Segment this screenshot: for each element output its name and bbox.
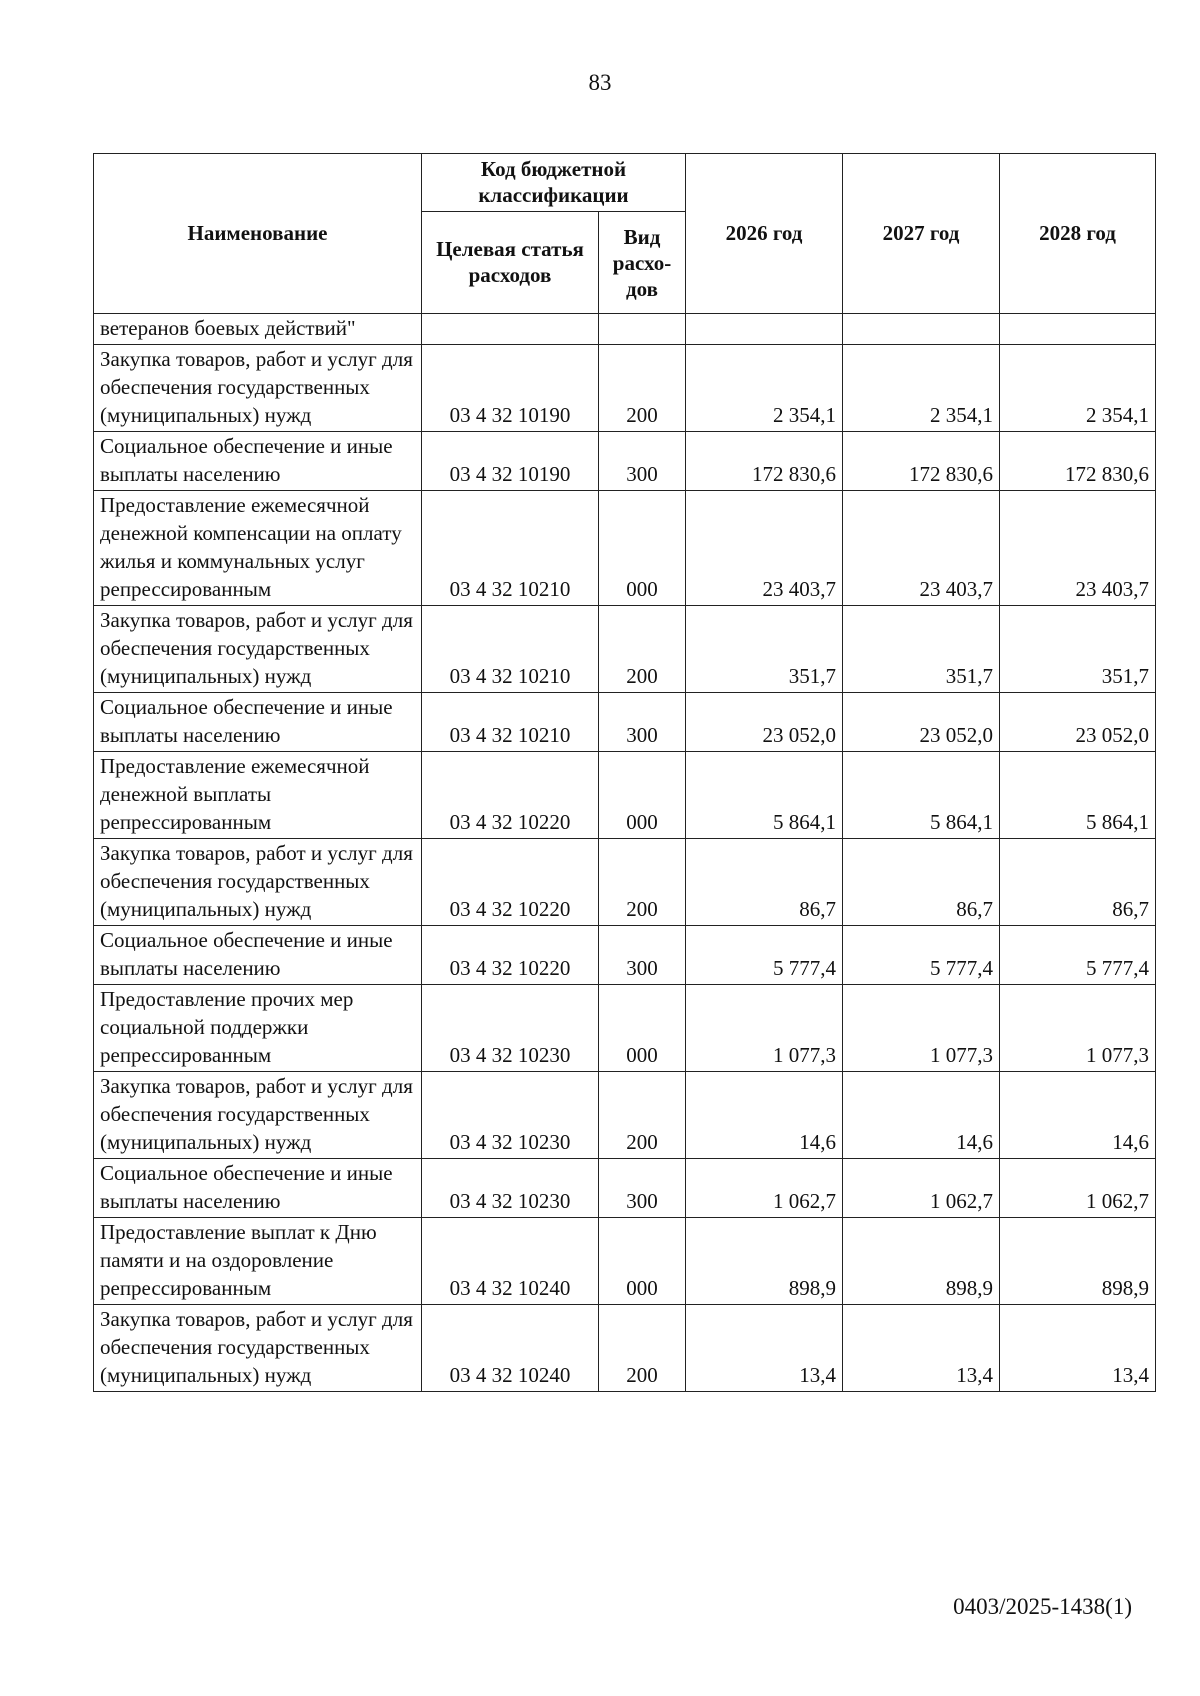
row-value-2028 [1000, 314, 1156, 345]
row-value-2028: 23 403,7 [1000, 491, 1156, 606]
row-name: Закупка товаров, работ и услуг для обеспечения государственных (муниципальных) нужд [94, 1305, 422, 1392]
row-expense-type [599, 314, 686, 345]
row-value-2026: 5 777,4 [686, 926, 843, 985]
row-expense-type: 300 [599, 432, 686, 491]
row-name: Социальное обеспечение и иные выплаты населению [94, 1159, 422, 1218]
row-value-2027 [843, 314, 1000, 345]
table-body [94, 314, 1156, 1392]
header-expense-type: Вид расхо-дов [599, 212, 686, 314]
row-name: Социальное обеспечение и иные выплаты населению [94, 432, 422, 491]
row-target-article [422, 314, 599, 345]
row-value-2026: 5 864,1 [686, 752, 843, 839]
row-name: Предоставление ежемесячной денежной компенсации на оплату жилья и коммунальных услуг репрессированным [94, 491, 422, 606]
table-row [94, 606, 1156, 693]
table-row [94, 1072, 1156, 1159]
row-value-2028: 1 077,3 [1000, 985, 1156, 1072]
row-target-article: 03 4 32 10220 [422, 839, 599, 926]
row-value-2027: 13,4 [843, 1305, 1000, 1392]
row-target-article: 03 4 32 10190 [422, 345, 599, 432]
row-expense-type: 300 [599, 693, 686, 752]
row-target-article: 03 4 32 10230 [422, 985, 599, 1072]
row-name: Закупка товаров, работ и услуг для обеспечения государственных (муниципальных) нужд [94, 839, 422, 926]
row-value-2027: 23 052,0 [843, 693, 1000, 752]
row-expense-type: 200 [599, 1072, 686, 1159]
row-target-article: 03 4 32 10190 [422, 432, 599, 491]
row-value-2028: 13,4 [1000, 1305, 1156, 1392]
row-expense-type: 200 [599, 606, 686, 693]
table-row [94, 314, 1156, 345]
row-value-2026: 2 354,1 [686, 345, 843, 432]
header-code-group: Код бюджетной классификации [422, 154, 686, 212]
row-value-2027: 351,7 [843, 606, 1000, 693]
document-id: 0403/2025-1438(1) [953, 1594, 1132, 1619]
row-target-article: 03 4 32 10210 [422, 606, 599, 693]
row-value-2027: 1 062,7 [843, 1159, 1000, 1218]
table-row [94, 752, 1156, 839]
row-value-2027: 23 403,7 [843, 491, 1000, 606]
table-row [94, 491, 1156, 606]
row-name: Предоставление прочих мер социальной поддержки репрессированным [94, 985, 422, 1072]
page-number: 83 [588, 70, 612, 95]
row-expense-type: 200 [599, 839, 686, 926]
table-row [94, 1305, 1156, 1392]
row-value-2027: 14,6 [843, 1072, 1000, 1159]
row-value-2026: 23 052,0 [686, 693, 843, 752]
row-target-article: 03 4 32 10210 [422, 491, 599, 606]
row-value-2027: 1 077,3 [843, 985, 1000, 1072]
header-year-2026: 2026 год [686, 154, 843, 314]
row-value-2028: 1 062,7 [1000, 1159, 1156, 1218]
table-row [94, 1218, 1156, 1305]
row-value-2026: 1 077,3 [686, 985, 843, 1072]
header-year-2027: 2027 год [843, 154, 1000, 314]
row-value-2026 [686, 314, 843, 345]
row-expense-type: 000 [599, 752, 686, 839]
row-target-article: 03 4 32 10240 [422, 1305, 599, 1392]
row-name: Закупка товаров, работ и услуг для обеспечения государственных (муниципальных) нужд [94, 345, 422, 432]
table-row [94, 1159, 1156, 1218]
header-year-2028: 2028 год [1000, 154, 1156, 314]
row-expense-type: 000 [599, 491, 686, 606]
row-expense-type: 000 [599, 1218, 686, 1305]
row-value-2028: 2 354,1 [1000, 345, 1156, 432]
row-target-article: 03 4 32 10220 [422, 926, 599, 985]
row-target-article: 03 4 32 10240 [422, 1218, 599, 1305]
row-value-2027: 172 830,6 [843, 432, 1000, 491]
row-value-2026: 13,4 [686, 1305, 843, 1392]
row-expense-type: 200 [599, 345, 686, 432]
row-value-2027: 898,9 [843, 1218, 1000, 1305]
row-value-2028: 351,7 [1000, 606, 1156, 693]
table-row [94, 432, 1156, 491]
table-row [94, 985, 1156, 1072]
row-name: Предоставление выплат к Дню памяти и на оздоровление репрессированным [94, 1218, 422, 1305]
row-expense-type: 000 [599, 985, 686, 1072]
row-value-2027: 5 777,4 [843, 926, 1000, 985]
row-value-2027: 5 864,1 [843, 752, 1000, 839]
table-row [94, 839, 1156, 926]
row-name: Предоставление ежемесячной денежной выплаты репрессированным [94, 752, 422, 839]
row-value-2027: 2 354,1 [843, 345, 1000, 432]
row-value-2028: 86,7 [1000, 839, 1156, 926]
row-expense-type: 300 [599, 926, 686, 985]
table-header [94, 154, 1156, 314]
row-value-2026: 172 830,6 [686, 432, 843, 491]
row-value-2026: 86,7 [686, 839, 843, 926]
row-value-2028: 14,6 [1000, 1072, 1156, 1159]
row-name: Социальное обеспечение и иные выплаты населению [94, 926, 422, 985]
row-value-2028: 5 777,4 [1000, 926, 1156, 985]
header-target-article: Целевая статья расходов [422, 212, 599, 314]
row-name: Закупка товаров, работ и услуг для обеспечения государственных (муниципальных) нужд [94, 1072, 422, 1159]
row-value-2028: 23 052,0 [1000, 693, 1156, 752]
row-target-article: 03 4 32 10220 [422, 752, 599, 839]
row-value-2026: 351,7 [686, 606, 843, 693]
row-value-2028: 5 864,1 [1000, 752, 1156, 839]
row-expense-type: 200 [599, 1305, 686, 1392]
row-value-2026: 23 403,7 [686, 491, 843, 606]
row-name: ветеранов боевых действий" [94, 314, 422, 345]
row-name: Закупка товаров, работ и услуг для обеспечения государственных (муниципальных) нужд [94, 606, 422, 693]
row-name: Социальное обеспечение и иные выплаты населению [94, 693, 422, 752]
table-row [94, 345, 1156, 432]
budget-table [93, 153, 1156, 1392]
row-target-article: 03 4 32 10230 [422, 1072, 599, 1159]
row-value-2027: 86,7 [843, 839, 1000, 926]
table-row [94, 926, 1156, 985]
row-target-article: 03 4 32 10210 [422, 693, 599, 752]
row-value-2028: 898,9 [1000, 1218, 1156, 1305]
row-value-2026: 14,6 [686, 1072, 843, 1159]
row-expense-type: 300 [599, 1159, 686, 1218]
row-target-article: 03 4 32 10230 [422, 1159, 599, 1218]
row-value-2028: 172 830,6 [1000, 432, 1156, 491]
row-value-2026: 1 062,7 [686, 1159, 843, 1218]
table-row [94, 693, 1156, 752]
row-value-2026: 898,9 [686, 1218, 843, 1305]
header-name: Наименование [94, 154, 422, 314]
